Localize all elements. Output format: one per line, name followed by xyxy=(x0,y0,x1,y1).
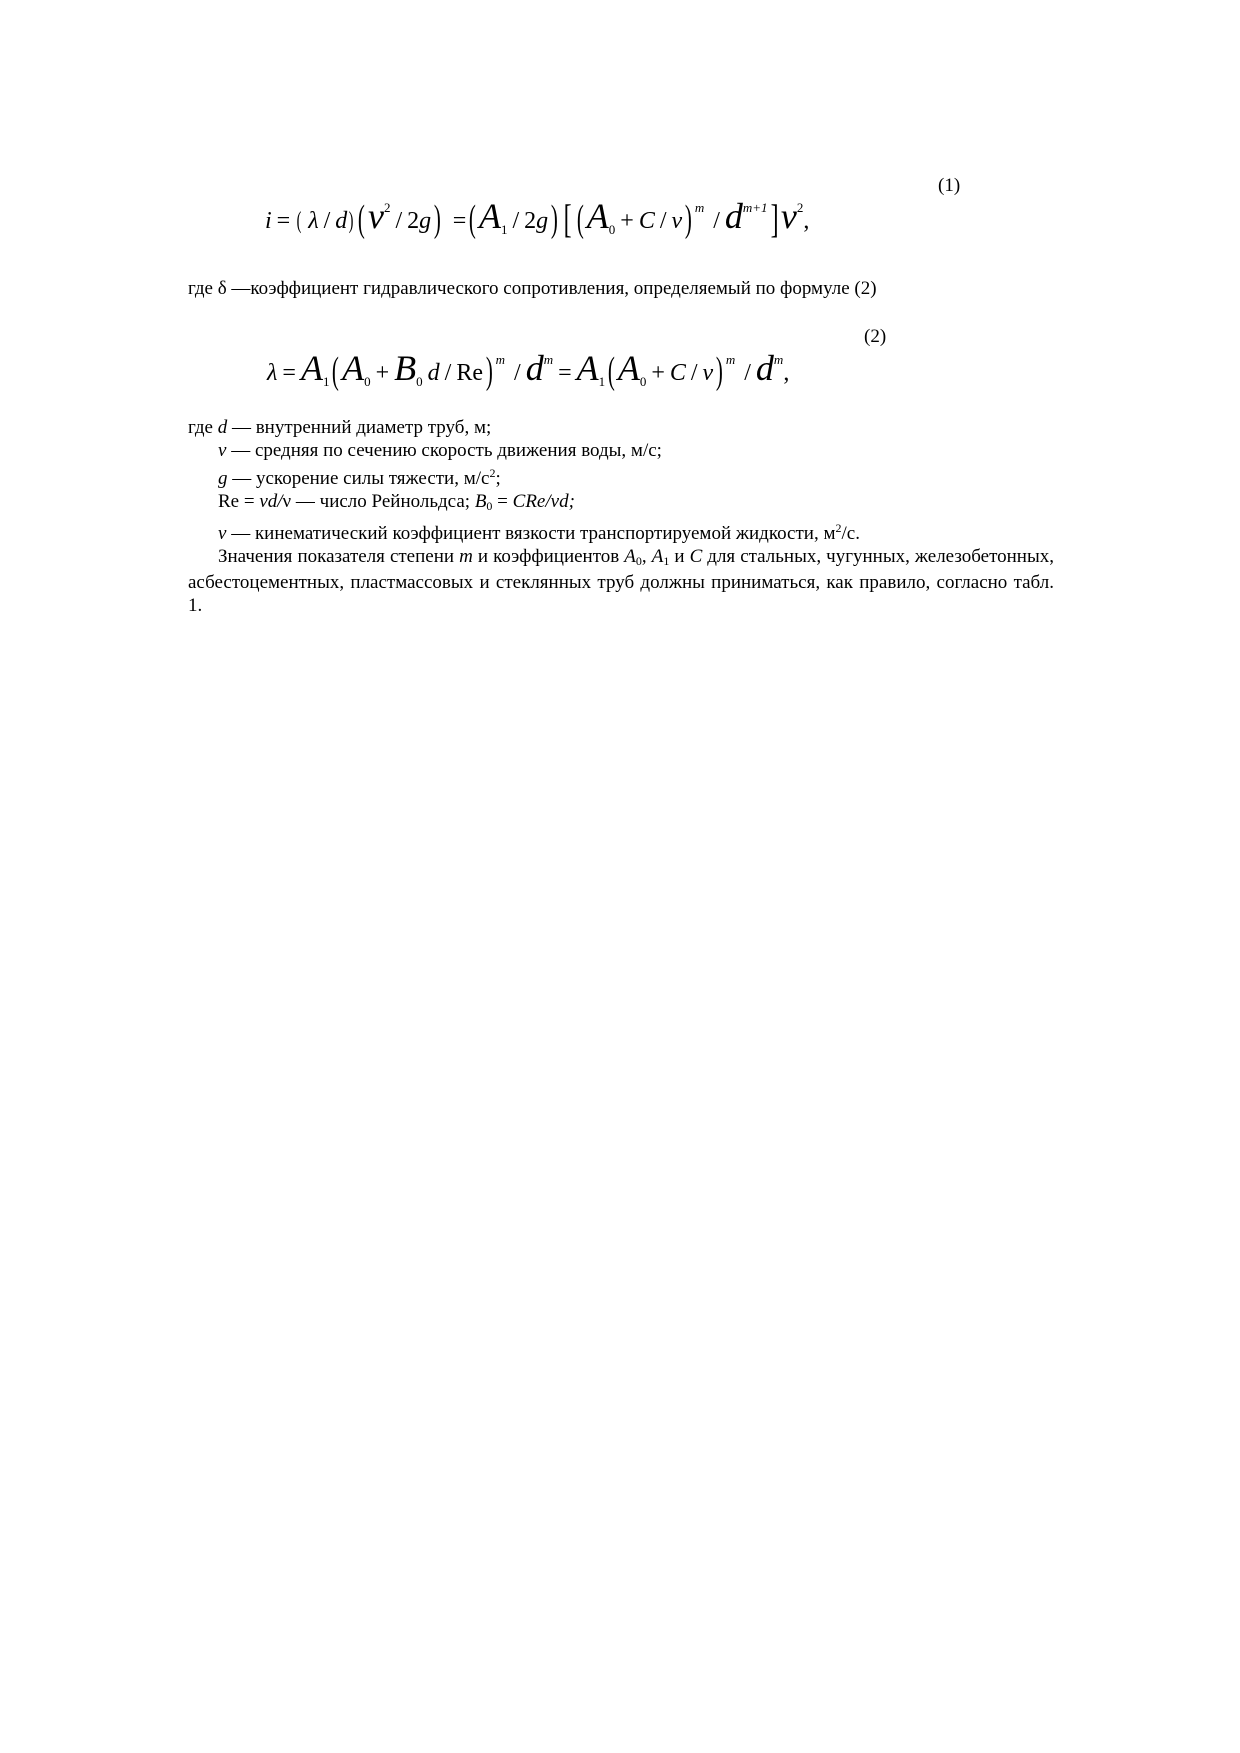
definition-d: где d — внутренний диаметр труб, м; xyxy=(188,417,492,438)
equation-number-2: (2) xyxy=(864,326,887,347)
definition-nu: ν — кинематический коэффициент вязкости транспортируемой жидкости, $м^2/с$. xyxy=(218,521,860,544)
definition-g: g — ускорение силы тяжести, $м/с^2$; xyxy=(218,466,501,489)
paragraph-coefficients: Значения показателя степени m и коэффициентов A0, A1 и C для стальных, чугунных, железобетонных, асбестоцементных, пластмассовых и стеклянных труб должны приниматься, как правило, согласно табл. 1. xyxy=(188,545,1054,616)
definitions-block xyxy=(188,417,1054,617)
definition-reynolds: Re = vd/ν — число Рейнольдса; B0 = CRe/vd; xyxy=(218,490,575,513)
equation-number-1: (1) xyxy=(938,175,961,196)
formula-1: i = ( λ / d) ($v^2/$ $2g) =(A_1 / 2g)$ [ $(A_0 + C / \nu)$ $^m$/ $d^{m+1}]v^2$, xyxy=(265,196,810,241)
paragraph-lambda-definition: где δ —коэффициент гидравлического сопротивления, определяемый по формуле (2) xyxy=(188,278,877,299)
formula-2: $\lambda = A_1(A_0 + B_0$ d / Re) $^m$/ $d^m= A_1(A_0 + C / \nu)$ $^m$/ $d^m$, xyxy=(267,348,790,392)
definition-v: v — средняя по сечению скорость движения воды, м/с; xyxy=(218,439,662,461)
